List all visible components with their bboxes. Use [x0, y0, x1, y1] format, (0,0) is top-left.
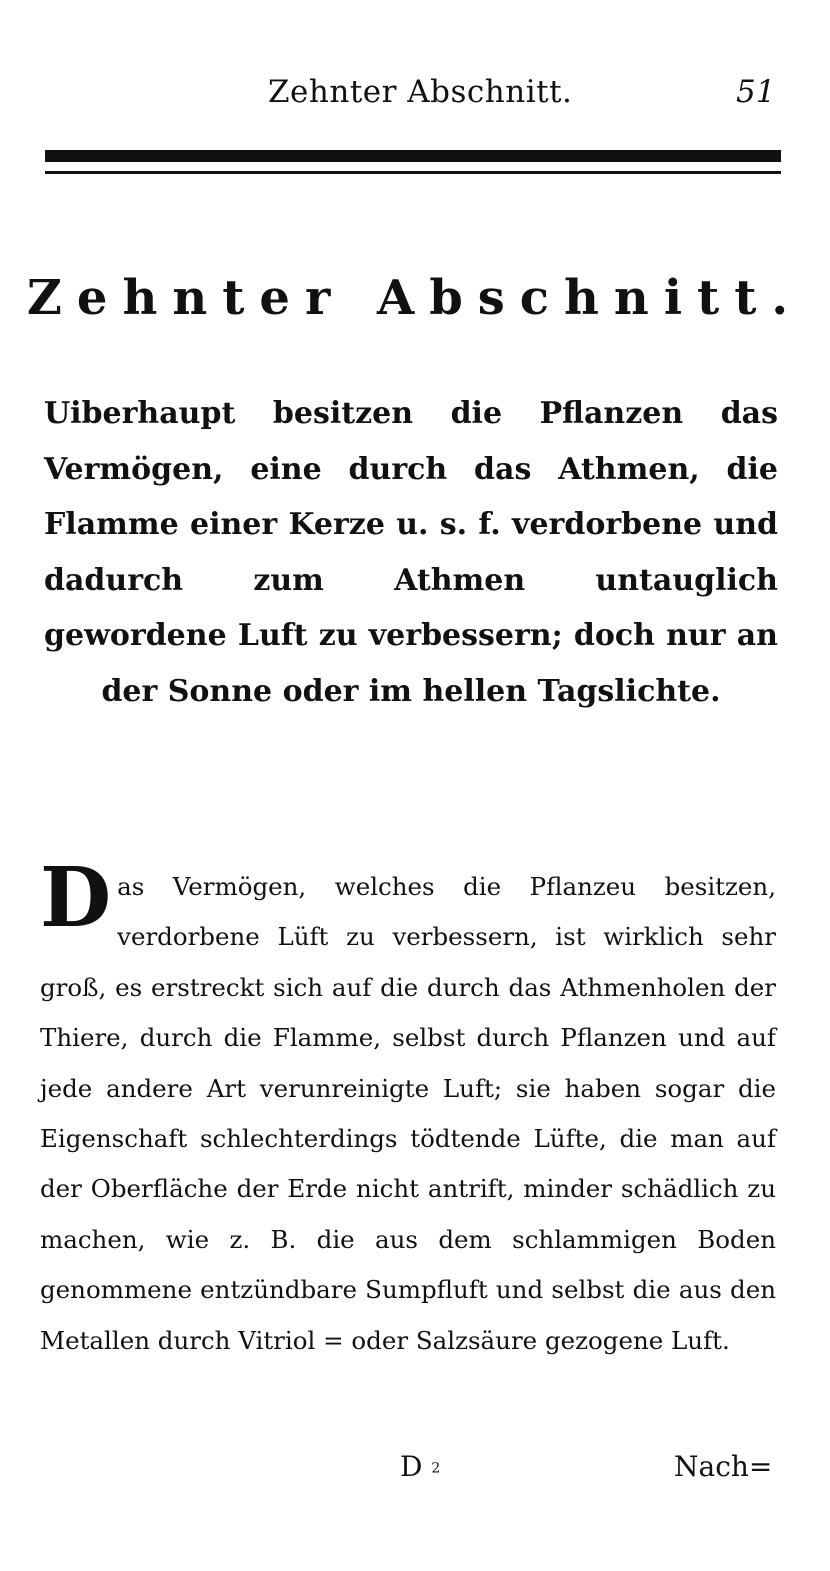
running-head — [0, 68, 830, 118]
paragraph-text: as Vermögen, welches die Pflanzeu besitzen, verdorbene Lüft zu verbessern, ist wirklich sehr groß, es erstreckt sich auf die durch das Athmenholen der Thiere, durch die Flamme, selbst durch Pflanzen und auf jede andere Art verunreinigte Luft; sie haben sogar die Eigenschaft schlechterdings tödtende Lüfte, die man auf der Oberfläche der Erde nicht antrift, minder schädlich zu machen, wie z. B. die aus dem schlammigen Boden genommene entzündbare Sumpfluft und selbst die aus den Metallen durch Vitriol = oder Salzsäure gezogene Luft. — [40, 872, 776, 1355]
running-title: Zehnter Abschnitt. — [268, 74, 573, 110]
chapter-summary: Uiberhaupt besitzen die Pflanzen das Vermögen, eine durch das Athmen, die Flamme einer Kerze u. s. f. verdorbene und dadurch zum Athmen untauglich gewordene Luft zu verbessern; doch nur an der Sonne oder im hellen Tagslichte. — [44, 396, 778, 709]
page-number: 51 — [736, 74, 776, 110]
signature-mark — [400, 1447, 440, 1489]
header-rule-thick — [45, 150, 781, 162]
signature-number: 2 — [431, 1460, 441, 1477]
chapter-title: Zehnter Abschnitt. — [26, 270, 804, 326]
body-paragraph — [40, 850, 776, 1366]
drop-cap: D — [40, 850, 112, 946]
signature-letter: D — [400, 1450, 423, 1483]
header-rule-thin — [45, 171, 781, 174]
catchword: Nach= — [674, 1450, 773, 1483]
